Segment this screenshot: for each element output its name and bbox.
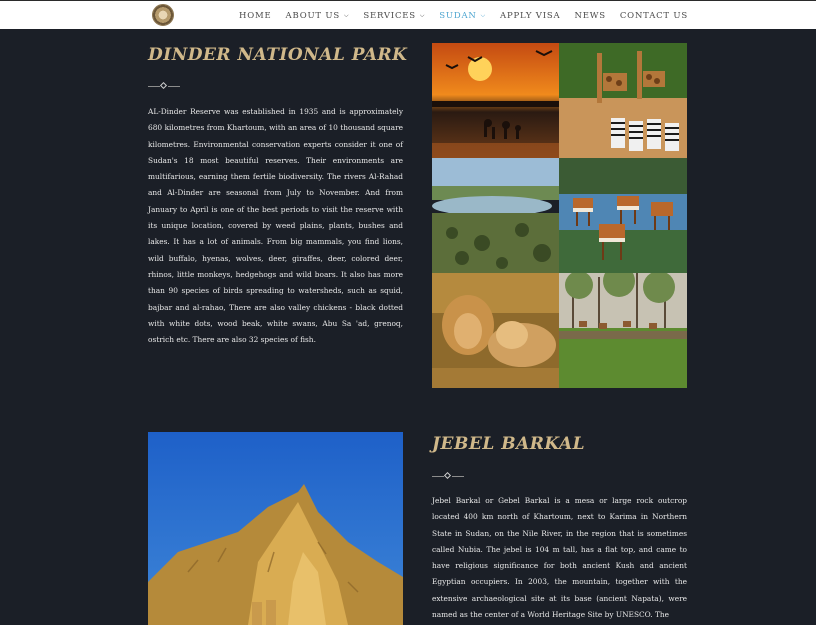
nav-contact-us[interactable] bbox=[620, 11, 688, 21]
nav-apply-visa-label: APPLY VISA bbox=[500, 10, 561, 21]
nav-apply-visa[interactable] bbox=[500, 11, 560, 21]
nav-sudan[interactable] bbox=[439, 11, 486, 21]
nav-about-us[interactable] bbox=[286, 11, 350, 21]
site-logo[interactable] bbox=[152, 4, 174, 26]
nav-about-us-label: ABOUT US bbox=[285, 10, 340, 21]
nav-contact-us-label: CONTACT US bbox=[619, 10, 688, 21]
dinder-body: AL-Dinder Reserve was established in 1935 and is approximately 680 kilometres from Khartoum, with an area of 10 thousand square kilometres. Environmental conservation experts consider it one of Sudan's 18 most beautiful reserves. Their environments are multifarious, earning them fertile biodiversity. The rivers Al-Rahad and Al-Dinder are seasonal from July to November. And from January to April is one of the best periods to visit the reserve with its unique location, covered by weed plains, plants, bushes and lakes. It has a lot of animals. From big mammals, you find lions, wild buffalo, hyenas, wolves, deer, giraffes, deer, colored deer, rhinos, little monkeys, hedgehogs and wild boars. It also has more than 90 species of birds spreading to watersheds, such as squid, bajbar and al-rahao, There are also valley chickens - black dotted with white dots, wood beak, white swans, Abu Sa 'ad, grenoq, ostrich etc. There are also 32 species of fish. bbox=[148, 107, 403, 345]
dinder-title: DINDER NATIONAL PARK bbox=[148, 45, 408, 65]
barkal-body: Jebel Barkal or Gebel Barkal is a mesa or large rock outcrop located 400 km north of Khartoum, next to Karima in Northern State in Sudan, on the Nile River, in the region that is sometimes called Nubia. The jebel is 104 m tall, has a flat top, and came to have religious significance for both ancient Kush and ancient Egyptian occupiers. In 2003, the mountain, together with the extensive archaeological site at its base (ancient Napata), were named as the center of a World Heritage Site by UNESCO. The bbox=[432, 496, 687, 620]
nav-services[interactable] bbox=[363, 11, 425, 21]
nav-sudan-label: SUDAN bbox=[439, 10, 477, 21]
main-nav bbox=[225, 1, 688, 30]
barkal-divider bbox=[432, 472, 464, 480]
top-navbar bbox=[0, 0, 816, 29]
chevron-down-icon: ⌵ bbox=[419, 11, 426, 19]
chevron-down-icon: ⌵ bbox=[343, 11, 350, 19]
forest-deer-image bbox=[559, 273, 687, 388]
sunset-birds-image bbox=[432, 43, 559, 158]
nav-home-label: HOME bbox=[239, 10, 272, 21]
river-landscape-image bbox=[432, 158, 559, 273]
nav-news-label: NEWS bbox=[574, 10, 606, 21]
jebel-barkal-image bbox=[148, 432, 403, 625]
giraffes-zebras-image bbox=[559, 43, 687, 158]
nav-news[interactable] bbox=[574, 11, 605, 21]
lions-image bbox=[432, 273, 559, 388]
dinder-divider bbox=[148, 82, 180, 90]
nav-home[interactable] bbox=[239, 11, 272, 21]
chevron-down-icon: ⌵ bbox=[480, 11, 487, 19]
nav-services-label: SERVICES bbox=[363, 10, 416, 21]
impalas-image bbox=[559, 158, 687, 273]
dinder-gallery bbox=[432, 43, 687, 388]
barkal-title: JEBEL BARKAL bbox=[432, 434, 586, 454]
